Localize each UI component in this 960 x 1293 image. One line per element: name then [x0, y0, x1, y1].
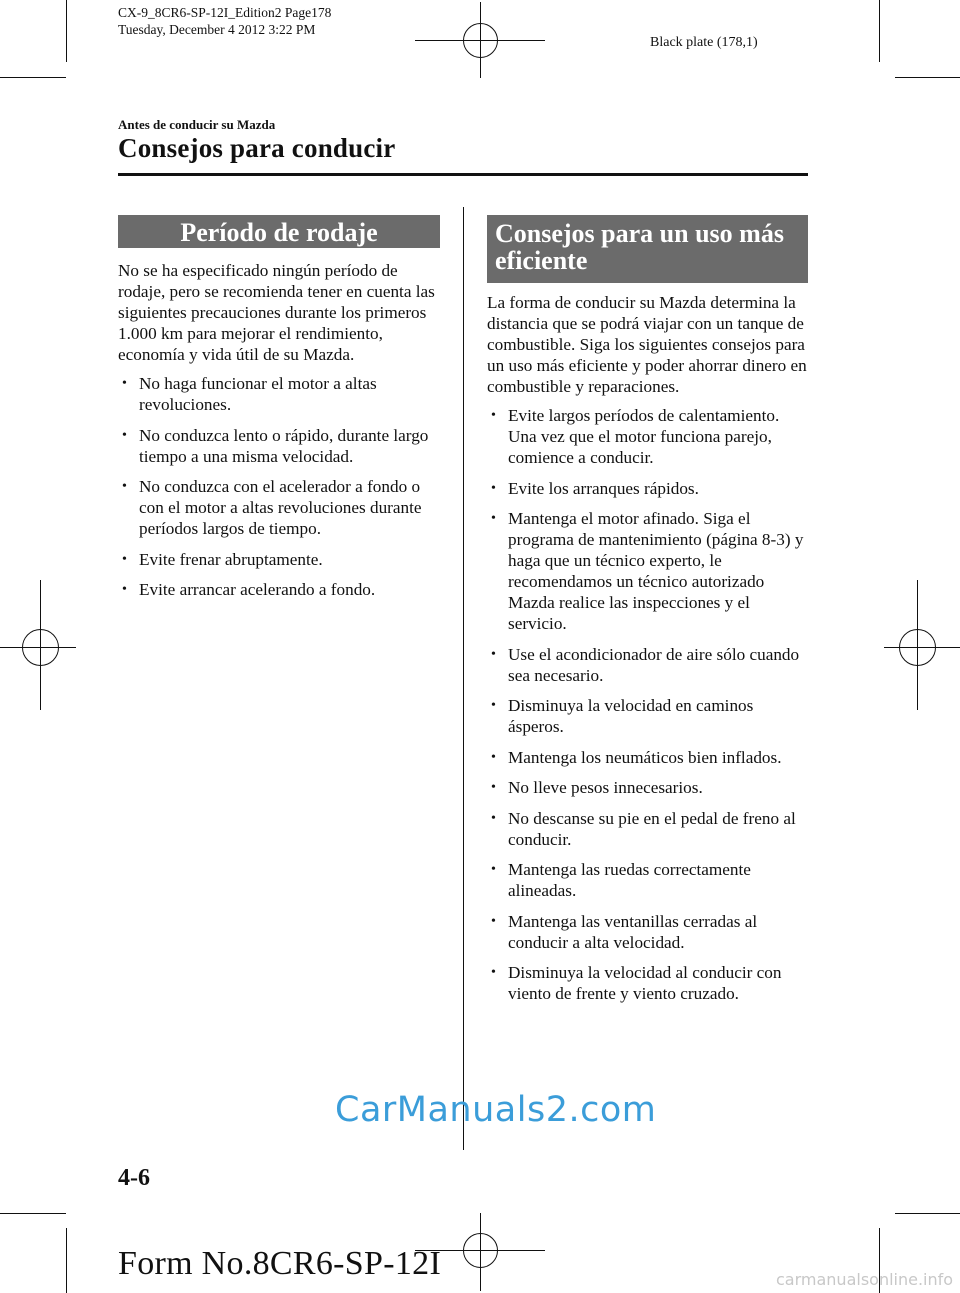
list-item: • Evite frenar abruptamente.	[122, 549, 323, 569]
list-item: • No descanse su pie en el pedal de freno al conducir.	[491, 808, 796, 849]
list-item: • Evite los arranques rápidos.	[491, 478, 699, 498]
print-info-line1: CX-9_8CR6-SP-12I_Edition2 Page178	[118, 5, 332, 20]
break-in-intro: No se ha especificado ningún período de rodaje, pero se recomienda tener en cuenta las siguientes precauciones durante los primeros 1.000 km para mejorar el rendimiento, economía y vida útil de su Mazda.	[118, 261, 435, 364]
bullet-icon: •	[491, 749, 496, 765]
plate-label: Black plate (178,1)	[650, 35, 758, 50]
list-item: • No conduzca con el acelerador a fondo o con el motor a altas revoluciones durante períodos largos de tiempo.	[122, 477, 422, 538]
bullet-icon: •	[491, 965, 496, 980]
print-info-line2: Tuesday, December 4 2012 3:22 PM	[118, 22, 316, 37]
bullet-icon: •	[491, 913, 496, 929]
list-item: • Mantenga las ruedas correctamente alineadas.	[491, 860, 751, 900]
bullet-icon: •	[491, 646, 496, 662]
efficiency-intro: La forma de conducir su Mazda determina la distancia que se podrá viajar con un tanque de combustible. Siga los siguientes consejos para un uso más eficiente y poder ahorrar dinero en combustible y reparaciones.	[487, 293, 807, 396]
section-heading-break-in: Período de rodaje	[118, 215, 440, 248]
form-number: Form No.8CR6-SP-12I	[118, 1245, 442, 1282]
bullet-icon: •	[491, 511, 496, 526]
bullet-icon: •	[491, 408, 496, 423]
list-item: • Disminuya la velocidad al conducir con viento de frente y viento cruzado.	[491, 963, 782, 1003]
list-item: • Mantenga las ventanillas cerradas al conducir a alta velocidad.	[491, 911, 758, 952]
bullet-icon: •	[491, 780, 496, 795]
bullet-icon: •	[491, 480, 496, 496]
watermark-carmanuals2: CarManuals2.com	[335, 1090, 657, 1130]
bullet-icon: •	[122, 479, 127, 494]
column-divider	[463, 207, 464, 1150]
list-item: • Use el acondicionador de aire sólo cuando sea necesario.	[491, 644, 800, 685]
list-item: • No conduzca lento o rápido, durante largo tiempo a una misma velocidad.	[122, 425, 429, 466]
page-number: 4-6	[118, 1165, 150, 1191]
page-title: Consejos para conducir	[118, 133, 396, 163]
section-heading-efficiency	[487, 215, 808, 283]
list-item: • No lleve pesos innecesarios.	[491, 778, 703, 797]
list-item: • Evite arrancar acelerando a fondo.	[122, 580, 376, 599]
efficiency-list	[487, 405, 812, 1004]
bullet-icon: •	[122, 551, 127, 567]
list-item: • Disminuya la velocidad en caminos ásperos.	[491, 696, 754, 736]
watermark-carmanualsonline: carmanualsonline.info	[776, 1270, 954, 1289]
left-column	[118, 260, 443, 610]
bullet-icon: •	[122, 427, 127, 443]
bullet-icon: •	[122, 376, 127, 391]
bullet-icon: •	[491, 810, 496, 826]
print-info	[118, 4, 331, 38]
bullet-icon: •	[122, 582, 127, 597]
list-item: • Mantenga los neumáticos bien inflados.	[491, 747, 782, 767]
bullet-icon: •	[491, 862, 496, 877]
list-item: • Mantenga el motor afinado. Siga el programa de mantenimiento (página 8-3) y haga que un técnico experto, le recomendamos un técnico autorizado Mazda realice las inspecciones y el servicio.	[491, 509, 804, 633]
efficiency-heading-line1: Consejos para un uso más	[495, 219, 784, 248]
title-rule	[118, 173, 808, 176]
list-item: • No haga funcionar el motor a altas revoluciones.	[122, 374, 377, 414]
list-item: • Evite largos períodos de calentamiento. Una vez que el motor funciona parejo, comience a conducir.	[491, 406, 780, 467]
break-in-list	[118, 373, 443, 600]
bullet-icon: •	[491, 698, 496, 713]
efficiency-heading-line2: eficiente	[495, 246, 588, 275]
right-column	[487, 292, 812, 1014]
section-label: Antes de conducir su Mazda	[118, 117, 276, 132]
